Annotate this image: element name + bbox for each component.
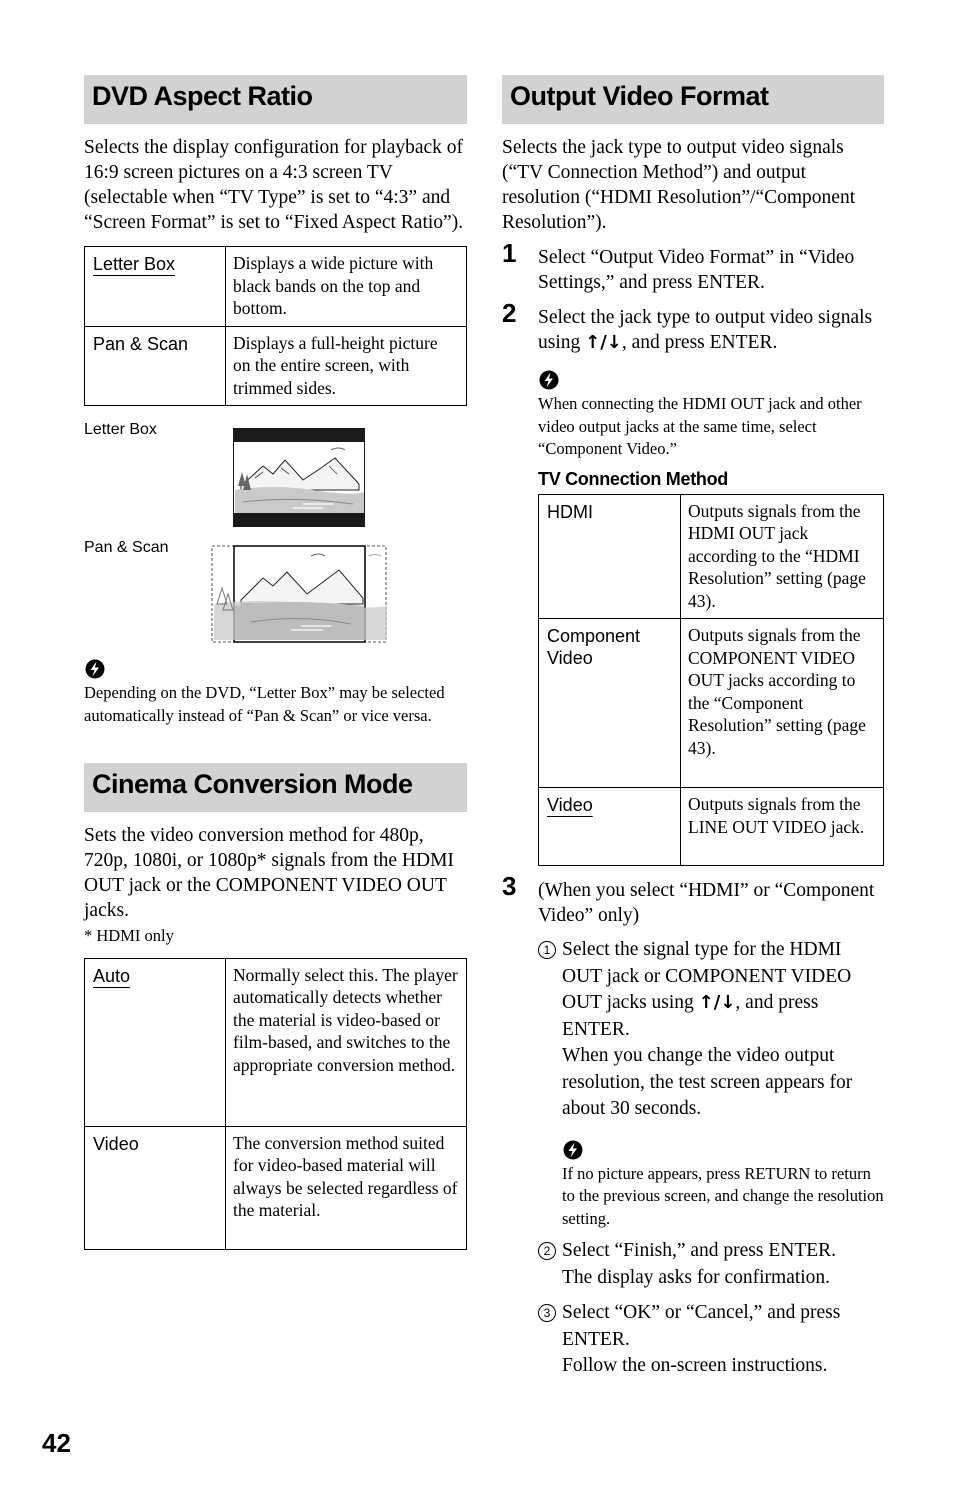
output-hint-1 <box>502 369 884 461</box>
option-name: Video <box>93 1133 139 1154</box>
option-name: Video <box>547 795 593 815</box>
step-1 <box>502 238 884 295</box>
substep-1 <box>538 937 884 1123</box>
option-desc: The conversion method suited for video-based material will always be selected regardless of the material. <box>226 1126 467 1249</box>
hint-icon <box>84 658 106 680</box>
right-column <box>502 75 884 1380</box>
option-name: Pan & Scan <box>93 333 189 354</box>
tv-method-block <box>502 469 884 867</box>
table-row <box>85 326 467 406</box>
cinema-table <box>84 958 467 1250</box>
circled-number: 2 <box>538 1242 556 1260</box>
step-3-substeps <box>502 937 884 1380</box>
letterbox-illustration <box>233 428 367 529</box>
letterbox-label: Letter Box <box>84 421 157 438</box>
tv-method-table <box>538 494 884 867</box>
hint-icon <box>562 1139 584 1161</box>
step-number: 1 <box>502 238 517 268</box>
substep-note: When you change the video output resolution, the test screen appears for about 30 seconds. <box>562 1045 853 1119</box>
substep-note: The display asks for confirmation. <box>562 1266 831 1288</box>
step-text-pre: Select the jack type to output video signals using <box>538 307 873 353</box>
option-desc: Outputs signals from the HDMI OUT jack according to the “HDMI Resolution” setting (page 43). <box>681 494 884 619</box>
option-name: Auto <box>93 965 131 986</box>
substep-text-post: , and press ENTER. <box>562 992 819 1040</box>
left-column <box>84 75 467 1250</box>
panscan-illustration <box>211 544 389 646</box>
dvd-aspect-hint <box>84 658 467 727</box>
option-desc: Normally select this. The player automatically detects whether the material is video-based or film-based, and switches to the appropriate conversion method. <box>226 958 467 1126</box>
step-text-post: , and press ENTER. <box>621 332 778 353</box>
cinema-heading: Cinema Conversion Mode <box>84 763 467 812</box>
option-desc: Outputs signals from the LINE OUT VIDEO jack. <box>681 788 884 866</box>
substep-text-pre: Select the signal type for the HDMI OUT jack or COMPONENT VIDEO OUT jacks using <box>562 939 852 1013</box>
dvd-aspect-intro: Selects the display configuration for playback of 16:9 screen pictures on a 4:3 screen TV (selectable when “TV Type” is set to “4:3” and “Screen Format” is set to “Fixed Aspect Ratio”). <box>84 137 464 233</box>
substep-2 <box>538 1238 884 1291</box>
tv-method-heading: TV Connection Method <box>538 468 728 489</box>
substep-text: Select “OK” or “Cancel,” and press ENTER. <box>562 1302 841 1350</box>
option-desc: Outputs signals from the COMPONENT VIDEO OUT jacks according to the “Component Resolution” setting (page 43). <box>681 619 884 788</box>
step-text: (When you select “HDMI” or “Component Video” only) <box>538 880 875 926</box>
table-row <box>539 788 884 866</box>
page-number: 42 <box>42 1428 71 1458</box>
cinema-footnote: * HDMI only <box>84 926 174 945</box>
circled-number: 1 <box>538 941 556 959</box>
table-row <box>539 619 884 788</box>
step-2 <box>502 298 884 355</box>
table-row <box>539 494 884 619</box>
output-heading: Output Video Format <box>502 75 884 124</box>
dvd-aspect-table <box>84 246 467 406</box>
option-desc: Displays a wide picture with black bands on the top and bottom. <box>226 247 467 327</box>
cinema-intro: Sets the video conversion method for 480p, 720p, 1080i, or 1080p* signals from the HDMI OUT jack or the COMPONENT VIDEO OUT jacks. <box>84 825 454 921</box>
step-3 <box>502 871 884 928</box>
step-text: Select “Output Video Format” in “Video Settings,” and press ENTER. <box>538 247 855 293</box>
step-number: 3 <box>502 871 517 901</box>
circled-number: 3 <box>538 1304 556 1322</box>
step-number: 2 <box>502 298 517 328</box>
output-hint-2 <box>538 1139 884 1231</box>
option-name: HDMI <box>547 501 593 522</box>
output-intro: Selects the jack type to output video signals (“TV Connection Method”) and output resolution (“HDMI Resolution”/“Component Resolution”). <box>502 137 856 233</box>
up-down-arrow-icon: ↑/↓ <box>698 992 736 1013</box>
hint-text: Depending on the DVD, “Letter Box” may be selected automatically instead of “Pan & Scan” or vice versa. <box>84 683 445 725</box>
hint-text: If no picture appears, press RETURN to return to the previous screen, and change the resolution setting. <box>562 1163 884 1228</box>
table-row <box>85 1126 467 1249</box>
aspect-illustrations <box>84 406 467 658</box>
up-down-arrow-icon: ↑/↓ <box>585 332 622 353</box>
option-name: Component Video <box>547 626 641 668</box>
panscan-label: Pan & Scan <box>84 539 169 556</box>
option-name: Letter Box <box>93 254 176 274</box>
substep-text: Select “Finish,” and press ENTER. <box>562 1240 837 1261</box>
table-row <box>85 247 467 327</box>
table-row <box>85 958 467 1126</box>
dvd-aspect-heading: DVD Aspect Ratio <box>84 75 467 124</box>
hint-icon <box>538 369 560 391</box>
substep-note: Follow the on-screen instructions. <box>562 1355 828 1376</box>
option-desc: Displays a full-height picture on the entire screen, with trimmed sides. <box>226 326 467 406</box>
substep-3 <box>538 1300 884 1380</box>
hint-text: When connecting the HDMI OUT jack and other video output jacks at the same time, select “Component Video.” <box>538 394 862 458</box>
